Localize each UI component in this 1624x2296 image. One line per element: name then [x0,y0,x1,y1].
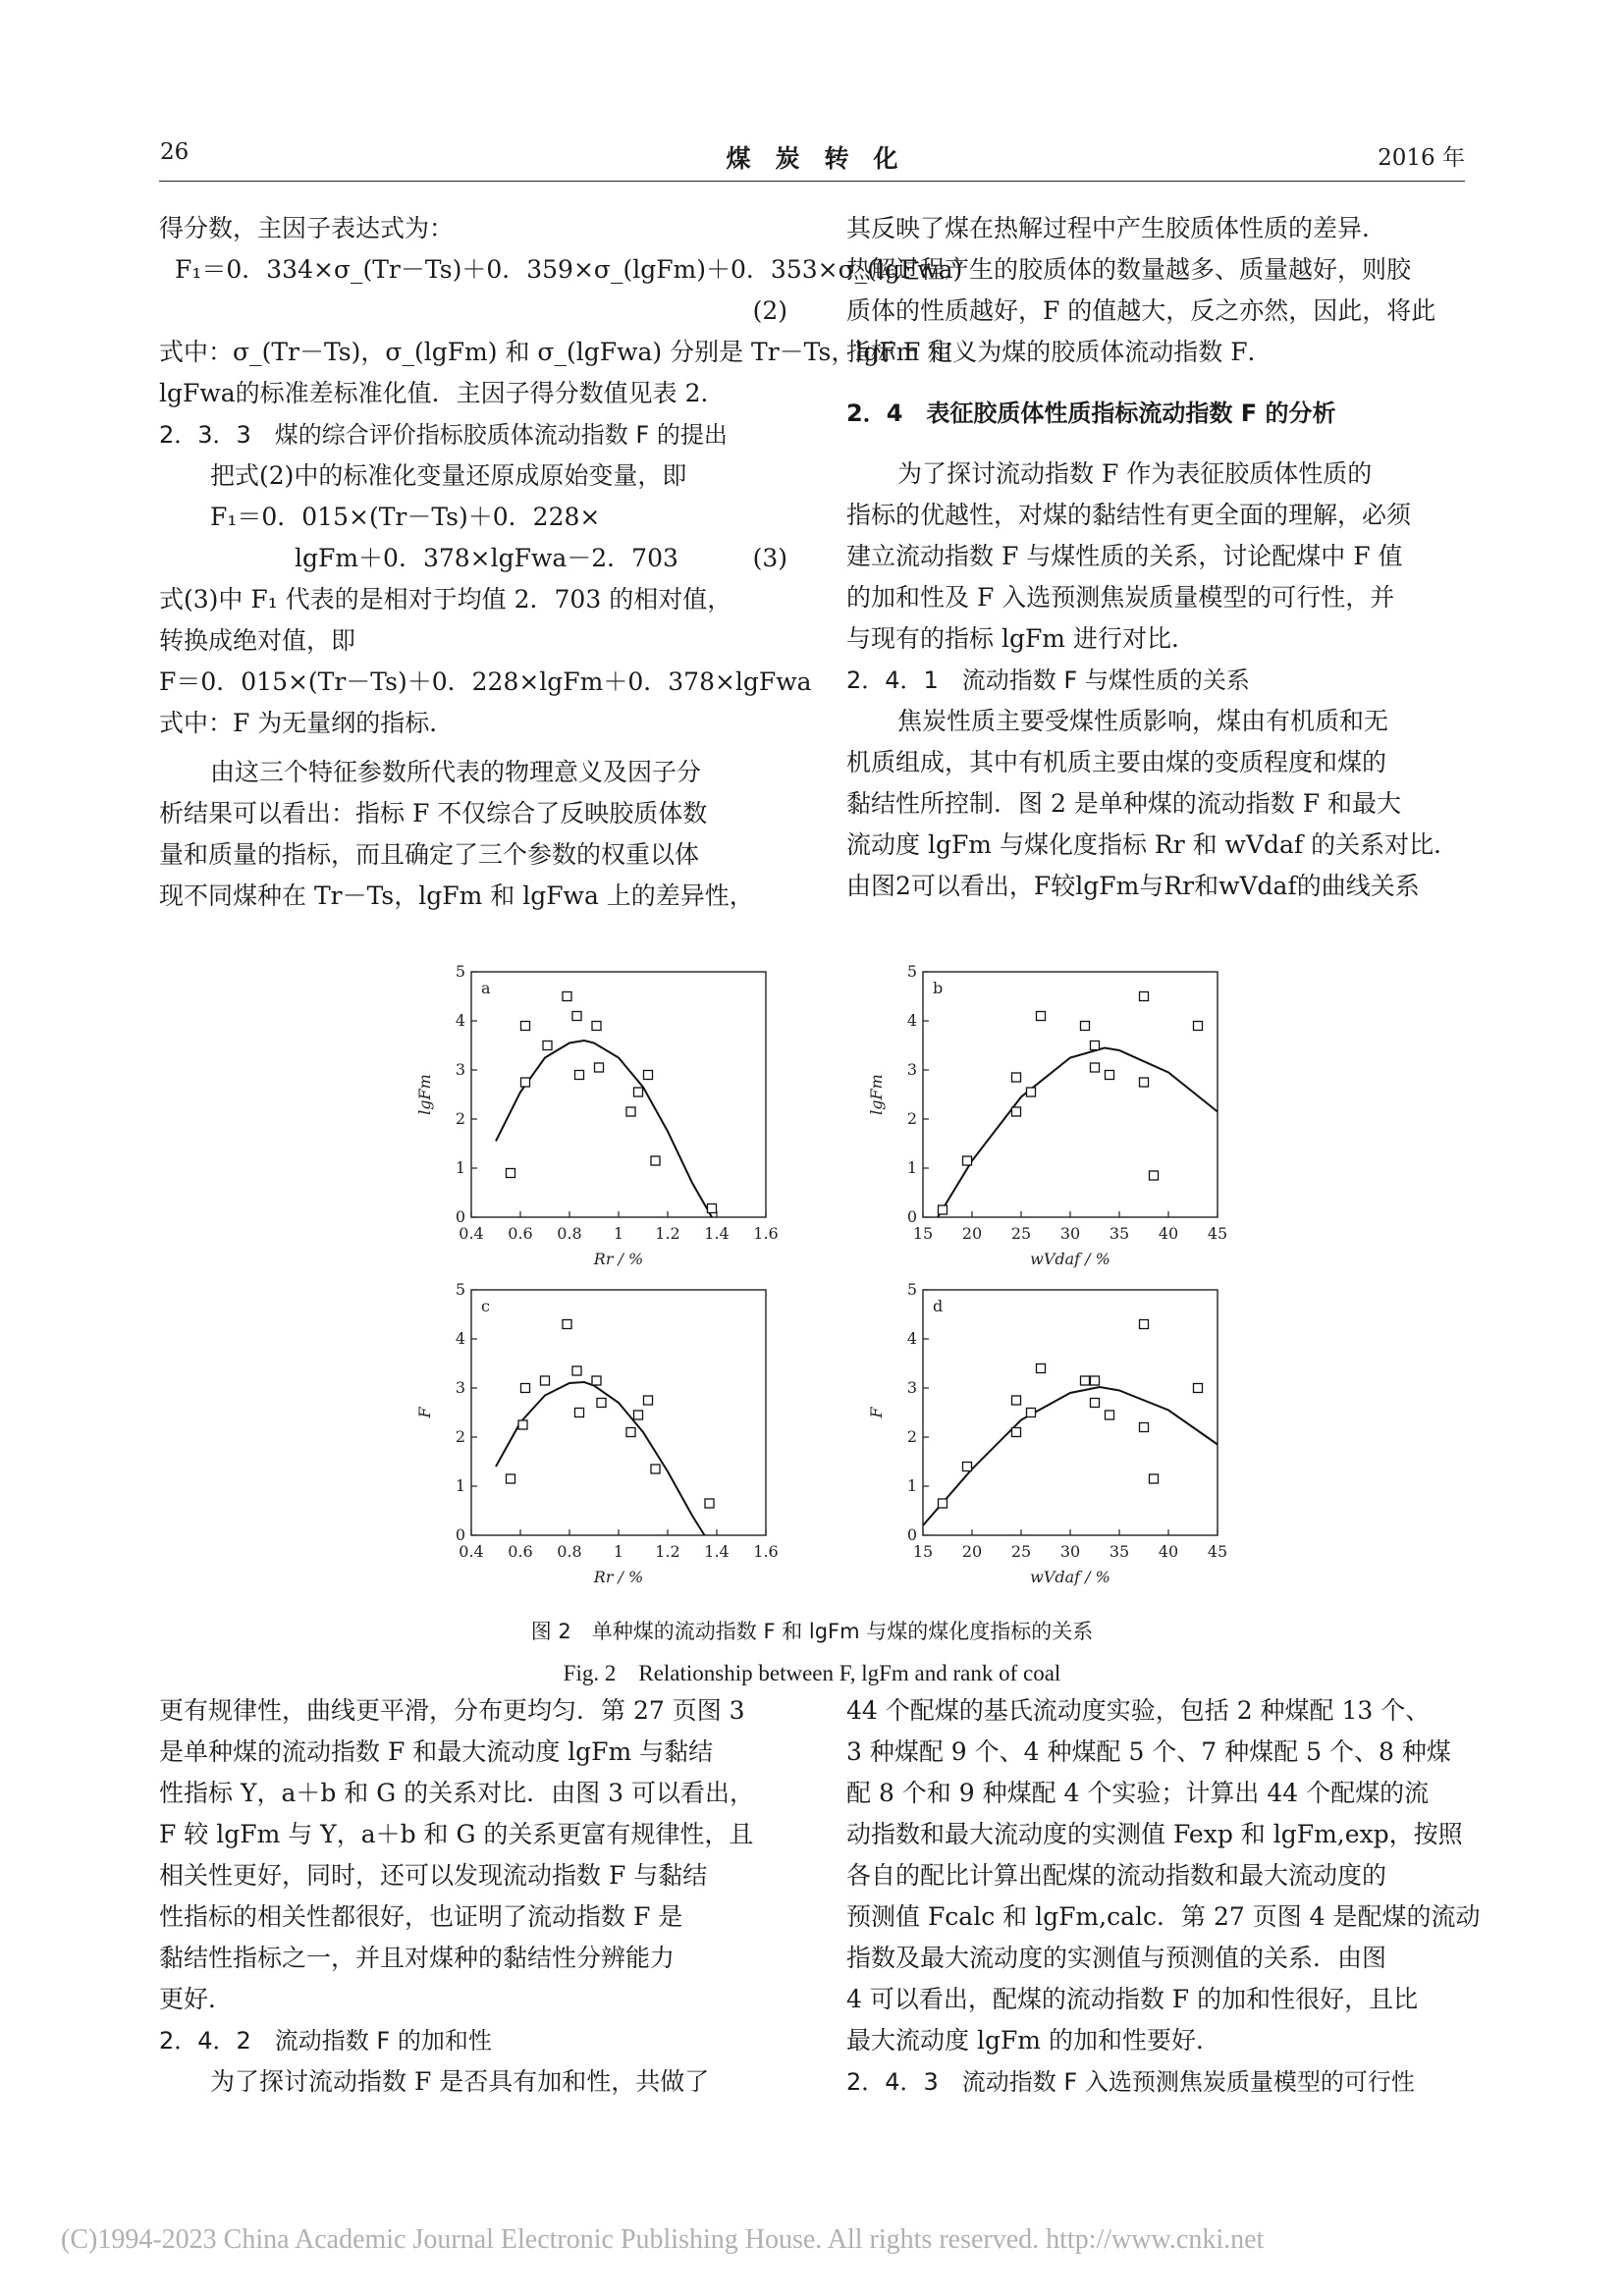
x-tick-label: 1.6 [753,1542,779,1561]
data-point [963,1156,972,1165]
data-point [541,1376,550,1385]
chart-panel-d [864,1278,1237,1586]
section-heading: 2．4 表征胶质体性质指标流动指数 F 的分析 [846,400,1336,427]
copyright-footer: (C)1994-2023 China Academic Journal Electronic Publishing House. All rights reserved. http://www.cnki.net [61,2224,1265,2255]
chart-svg [864,1278,1237,1586]
y-axis-label: F [415,1407,434,1418]
equation-3-text: lgFm＋0．378×lgFwa－2．703 [295,544,678,572]
section-heading: 2．4．3 流动指数 F 入选预测焦炭质量模型的可行性 [846,2068,1415,2096]
chart-svg [412,960,785,1268]
paragraph-line: 的加和性及 F 入选预测焦炭质量模型的可行性，并 [846,583,1395,612]
paragraph-line: 指数及最大流动度的实测值与预测值的关系．由图 [846,1944,1387,1972]
data-point [543,1041,552,1050]
y-tick-label: 3 [455,1060,465,1079]
x-axis-label: wVdaf / % [1030,1568,1110,1586]
paragraph-line: 性指标的相关性都很好，也证明了流动指数 F 是 [159,1902,683,1931]
paragraph-line: 机质组成，其中有机质主要由煤的变质程度和煤的 [846,748,1387,776]
data-point [939,1499,947,1508]
y-tick-label: 1 [455,1158,465,1177]
paragraph-line: 4 可以看出，配煤的流动指数 F 的加和性很好，且比 [846,1985,1419,2013]
x-tick-label: 15 [912,1224,934,1243]
data-point [705,1499,714,1508]
paragraph-line: lgFwa的标准差标准化值．主因子得分数值见表 2． [159,379,726,407]
left-column-top [159,208,963,917]
y-axis-label: lgFm [867,1074,886,1115]
data-point [1037,1012,1046,1021]
y-tick-label: 3 [906,1378,917,1397]
chart-panel-b [864,960,1237,1268]
data-point [1012,1428,1021,1437]
y-tick-label: 5 [455,962,465,981]
paragraph-line: 预测值 Fcalc 和 lgFm,calc．第 27 页图 4 是配煤的流动 [846,1902,1481,1931]
data-point [634,1088,643,1096]
paragraph-line: 量和质量的指标，而且确定了三个参数的权重以体 [159,840,700,869]
data-point [626,1428,635,1437]
x-tick-label: 1 [613,1224,624,1243]
y-tick-label: 4 [906,1011,917,1030]
right-column-top [846,208,1475,907]
data-point [1140,1423,1149,1432]
paragraph-line: 3 种煤配 9 个、4 种煤配 5 个、7 种煤配 5 个、8 种煤 [846,1737,1451,1766]
data-point [521,1022,530,1031]
y-tick-label: 2 [455,1109,465,1128]
y-axis-label: F [867,1407,886,1418]
paragraph-line: 质体的性质越好，F 的值越大，反之亦然，因此，将此 [846,296,1436,325]
y-tick-label: 5 [906,962,917,981]
plot-frame [471,1290,766,1535]
equation-number: (3) [752,544,787,572]
equation-3-line-2 [159,538,787,579]
header-rule [159,181,1465,182]
paragraph-line: 其反映了煤在热解过程中产生胶质体性质的差异． [846,214,1387,242]
panel-label: c [481,1297,490,1315]
x-tick-label: 20 [961,1542,983,1561]
paragraph-line: 得分数，主因子表达式为： [159,214,455,242]
equation-f: F＝0．015×(Tr－Ts)＋0．228×lgFm＋0．378×lgFwa [159,667,812,696]
data-point [651,1465,660,1473]
paragraph-line: 指标 F 定义为煤的胶质体流动指数 F． [846,338,1272,366]
equation-number: (2) [752,296,787,325]
x-tick-label: 1.2 [655,1542,680,1561]
paragraph-line: 由图2可以看出，F较lgFm与Rr和wVdaf的曲线关系 [846,872,1420,900]
data-point [1140,1078,1149,1087]
figure-caption-cn: 图 2 单种煤的流动指数 F 和 lgFm 与煤的煤化度指标的关系 [530,1620,1094,1643]
paragraph-line: 动指数和最大流动度的实测值 Fexp 和 lgFm,exp，按照 [846,1820,1463,1848]
paragraph-line: 相关性更好，同时，还可以发现流动指数 F 与黏结 [159,1861,708,1890]
x-tick-label: 30 [1059,1224,1081,1243]
x-tick-label: 20 [961,1224,983,1243]
data-point [644,1396,653,1405]
paragraph-line: 式中：F 为无量纲的指标． [159,709,455,737]
figure-caption-en: Fig. 2 Relationship between F, lgFm and rank of coal [563,1661,1061,1685]
fit-curve [938,1048,1218,1218]
data-point [1012,1107,1021,1116]
equation-3-line-1: F₁＝0．015×(Tr－Ts)＋0．228× [210,503,601,531]
y-tick-label: 3 [906,1060,917,1079]
paragraph-line: 最大流动度 lgFm 的加和性要好． [846,2026,1220,2055]
data-point [1140,992,1149,1001]
chart-panel-a [412,960,785,1268]
panel-label: b [933,979,944,997]
x-tick-label: 0.8 [557,1542,582,1561]
data-point [634,1411,643,1419]
x-tick-label: 25 [1010,1224,1032,1243]
y-tick-label: 5 [906,1280,917,1299]
data-point [1091,1376,1100,1385]
paragraph-line: 黏结性指标之一，并且对煤种的黏结性分辨能力 [159,1944,676,1972]
data-point [1150,1474,1159,1483]
data-point [521,1078,530,1087]
chart-panel-c [412,1278,785,1586]
paragraph-line: F 较 lgFm 与 Y，a＋b 和 G 的关系更富有规律性，且 [159,1820,754,1848]
data-point [644,1071,653,1080]
paragraph-line: 为了探讨流动指数 F 作为表征胶质体性质的 [897,459,1373,488]
left-column-bottom [159,1690,787,2103]
data-point [1194,1384,1203,1393]
y-tick-label: 0 [455,1207,465,1226]
x-axis-label: wVdaf / % [1030,1250,1110,1268]
data-point [1194,1022,1203,1031]
x-tick-label: 0.6 [508,1224,533,1243]
data-point [572,1366,581,1375]
data-point [963,1463,972,1471]
data-point [521,1384,530,1393]
y-tick-label: 2 [455,1427,465,1446]
paragraph-line: 是单种煤的流动指数 F 和最大流动度 lgFm 与黏结 [159,1737,714,1766]
x-tick-label: 35 [1109,1224,1130,1243]
data-point [1081,1022,1090,1031]
paragraph-line: 热解过程产生的胶质体的数量越多、质量越好，则胶 [846,255,1412,284]
paragraph-line: 式(3)中 F₁ 代表的是相对于均值 2．703 的相对值， [159,585,732,614]
data-point [651,1156,660,1165]
x-axis-label: Rr / % [593,1568,644,1586]
data-point [708,1204,717,1213]
x-tick-label: 30 [1059,1542,1081,1561]
paragraph-line: 为了探讨流动指数 F 是否具有加和性，共做了 [210,2067,710,2096]
data-point [1081,1376,1090,1385]
paragraph-line: 指标的优越性，对煤的黏结性有更全面的理解，必须 [846,501,1412,529]
data-point [518,1420,527,1429]
y-tick-label: 0 [906,1207,917,1226]
data-point [592,1022,601,1031]
data-point [563,1320,571,1329]
x-tick-label: 0.6 [508,1542,533,1561]
x-tick-label: 45 [1207,1542,1228,1561]
section-heading: 2．4．1 流动指数 F 与煤性质的关系 [846,667,1250,694]
plot-frame [923,972,1218,1217]
paragraph-line: 与现有的指标 lgFm 进行对比． [846,624,1196,653]
data-point [1027,1088,1036,1096]
paragraph-line: 现不同煤种在 Tr－Ts，lgFm 和 lgFwa 上的差异性， [159,881,754,910]
chart-svg [864,960,1237,1268]
y-tick-label: 1 [455,1476,465,1495]
journal-title: 煤 炭 转 化 [726,144,898,173]
data-point [1012,1073,1021,1082]
data-point [1037,1364,1046,1373]
fit-curve [923,1387,1218,1525]
plot-frame [471,972,766,1217]
x-tick-label: 1.4 [704,1542,730,1561]
paragraph-line: 配 8 个和 9 种煤配 4 个实验；计算出 44 个配煤的流 [846,1779,1430,1807]
page-number: 26 [160,139,189,165]
paragraph-line: 转换成绝对值，即 [159,626,356,655]
data-point [575,1409,584,1417]
chart-svg [412,1278,785,1586]
paragraph-line: 更好． [159,1985,234,2013]
x-tick-label: 1.2 [655,1224,680,1243]
data-point [592,1376,601,1385]
data-point [939,1205,947,1214]
y-tick-label: 1 [906,1476,917,1495]
y-tick-label: 4 [455,1011,465,1030]
y-tick-label: 5 [455,1280,465,1299]
paragraph-line: 各自的配比计算出配煤的流动指数和最大流动度的 [846,1861,1387,1890]
data-point [1091,1063,1100,1072]
panel-label: d [933,1297,944,1315]
data-point [1106,1411,1114,1419]
data-point [563,992,571,1001]
data-point [1027,1409,1036,1417]
y-tick-label: 2 [906,1427,917,1446]
y-tick-label: 2 [906,1109,917,1128]
journal-year: 2016 年 [1378,145,1465,171]
paragraph-line: 式中：σ_(Tr－Ts)，σ_(lgFm) 和 σ_(lgFwa) 分别是 Tr－Ts，lgFm 和 [159,338,952,366]
x-tick-label: 35 [1109,1542,1130,1561]
x-axis-label: Rr / % [593,1250,644,1268]
y-tick-label: 0 [906,1525,917,1544]
data-point [1150,1171,1159,1180]
data-point [595,1063,604,1072]
paragraph-line: 44 个配煤的基氏流动度实验，包括 2 种煤配 13 个、 [846,1696,1431,1725]
data-point [575,1071,584,1080]
paragraph-line: 析结果可以看出：指标 F 不仅综合了反映胶质体数 [159,799,708,828]
y-tick-label: 4 [455,1329,465,1348]
paragraph-line: 黏结性所控制．图 2 是单种煤的流动指数 F 和最大 [846,789,1402,818]
y-tick-label: 0 [455,1525,465,1544]
section-heading: 2．3．3 煤的综合评价指标胶质体流动指数 F 的提出 [159,421,728,449]
x-tick-label: 25 [1010,1542,1032,1561]
data-point [572,1012,581,1021]
x-tick-label: 15 [912,1542,934,1561]
paragraph-line: 焦炭性质主要受煤性质影响，煤由有机质和无 [897,707,1389,735]
x-tick-label: 1 [613,1542,624,1561]
x-tick-label: 0.4 [459,1542,484,1561]
data-point [1106,1071,1114,1080]
x-tick-label: 0.4 [459,1224,484,1243]
y-tick-label: 4 [906,1329,917,1348]
x-tick-label: 40 [1158,1224,1179,1243]
x-tick-label: 45 [1207,1224,1228,1243]
data-point [507,1169,515,1178]
data-point [1140,1320,1149,1329]
right-column-bottom [846,1690,1481,2103]
section-heading: 2．4．2 流动指数 F 的加和性 [159,2027,492,2055]
paragraph-line: 由这三个特征参数所代表的物理意义及因子分 [210,758,702,786]
x-tick-label: 1.6 [753,1224,779,1243]
paragraph-line: 流动度 lgFm 与煤化度指标 Rr 和 wVdaf 的关系对比． [846,830,1459,859]
paragraph-line: 更有规律性，曲线更平滑，分布更均匀．第 27 页图 3 [159,1696,745,1725]
y-tick-label: 3 [455,1378,465,1397]
equation-2: F₁＝0．334×σ_(Tr－Ts)＋0．359×σ_(lgFm)＋0．353×σ_(lgFwa) [175,255,963,284]
paragraph-line: 建立流动指数 F 与煤性质的关系，讨论配煤中 F 值 [846,542,1403,570]
paragraph-line: 性指标 Y，a＋b 和 G 的关系对比．由图 3 可以看出， [159,1779,754,1807]
paragraph-line: 把式(2)中的标准化变量还原成原始变量，即 [210,461,687,490]
y-axis-label: lgFm [415,1074,434,1115]
data-point [626,1107,635,1116]
data-point [507,1474,515,1483]
data-point [597,1399,606,1408]
x-tick-label: 0.8 [557,1224,582,1243]
data-point [1012,1396,1021,1405]
x-tick-label: 40 [1158,1542,1179,1561]
x-tick-label: 1.4 [704,1224,730,1243]
panel-label: a [481,979,491,997]
data-point [1091,1041,1100,1050]
y-tick-label: 1 [906,1158,917,1177]
data-point [1091,1399,1100,1408]
